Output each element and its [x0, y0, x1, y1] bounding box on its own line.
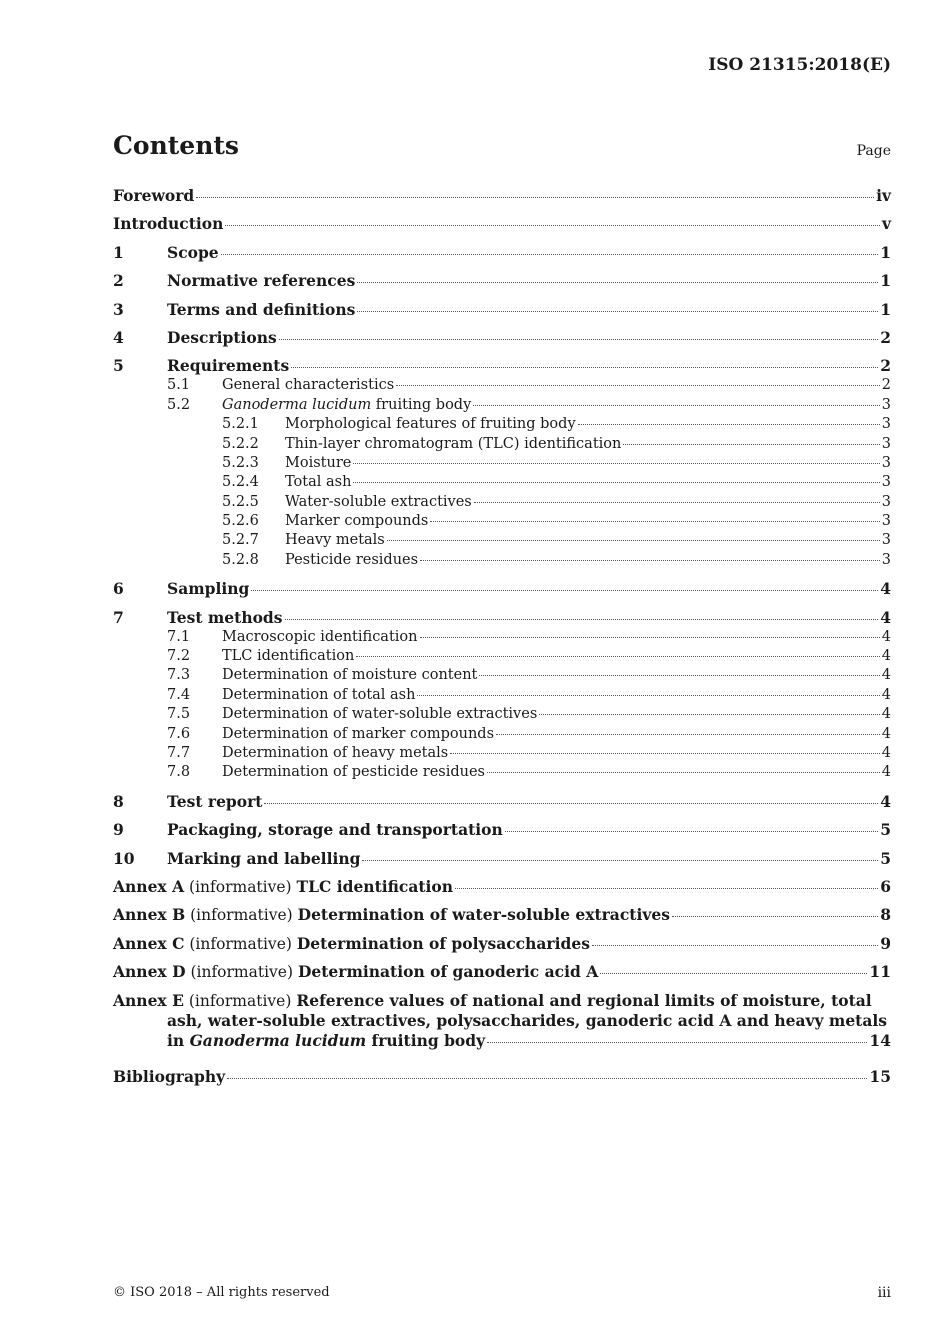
toc-entry-page: 9 [880, 933, 891, 953]
toc-subentry[interactable] [113, 705, 891, 724]
toc-entry-page: 4 [881, 648, 891, 665]
toc-entry-page: v [881, 214, 891, 234]
toc-entry-title: Water-soluble extractives [285, 493, 472, 510]
toc-entry-page: 4 [881, 628, 891, 645]
toc-entry-number: 1 [113, 242, 124, 262]
toc-entry-page: 3 [881, 416, 891, 433]
toc-entry-introduction[interactable] [113, 214, 891, 242]
toc-entry-page: 4 [881, 667, 891, 684]
toc-subentry[interactable] [113, 686, 891, 705]
leader-dots [227, 1078, 867, 1079]
toc-entry-page: 4 [881, 725, 891, 742]
toc-entry-page: 4 [880, 791, 891, 811]
leader-dots [387, 540, 880, 541]
toc-entry-page: 3 [881, 493, 891, 510]
toc-subentry[interactable] [113, 763, 891, 791]
toc-entry-number: 7.5 [167, 706, 191, 723]
toc-entry-number: 5.2.5 [222, 493, 259, 510]
toc-subentry[interactable] [113, 744, 891, 763]
toc-entry-title: Macroscopic identification [222, 628, 418, 645]
annex-type: (informative) [189, 934, 292, 953]
toc-entry[interactable] [113, 328, 891, 356]
toc-entry-title: Thin-layer chromatogram (TLC) identification [285, 435, 622, 452]
leader-dots [264, 803, 878, 804]
toc-subsubentry[interactable] [113, 493, 891, 512]
leader-dots [539, 714, 879, 715]
page-column-label: Page [856, 143, 891, 159]
toc-entry-number: 7.8 [167, 764, 191, 781]
leader-dots [473, 405, 879, 406]
page-number: iii [877, 1285, 891, 1301]
leader-dots [487, 1042, 867, 1043]
toc-entry[interactable] [113, 356, 891, 376]
toc-entry-number: 7.4 [167, 686, 191, 703]
toc-entry-number: 7 [113, 607, 124, 627]
toc-entry-title: Determination of water-soluble extractives [222, 706, 538, 723]
toc-entry-number: 4 [113, 327, 124, 347]
annex-type: (informative) [190, 906, 293, 925]
toc-entry-title [113, 905, 670, 925]
toc-entry[interactable] [113, 271, 891, 299]
toc-entry-page: 3 [881, 435, 891, 452]
toc-subsubentry[interactable] [113, 531, 891, 550]
toc-entry-title: Moisture [285, 454, 352, 471]
toc-entry-title: Sampling [167, 579, 250, 599]
toc-entry-page: 4 [880, 579, 891, 599]
toc-entry-number: 5.2.3 [222, 454, 259, 471]
toc-subsubentry[interactable] [113, 454, 891, 473]
toc-entry-number: 5.1 [167, 377, 191, 394]
toc-entry-number: 7.7 [167, 744, 191, 761]
toc-entry-page: 6 [880, 876, 891, 896]
document-id: ISO 21315:2018(E) [708, 55, 891, 75]
toc-entry-page: 5 [880, 820, 891, 840]
leader-dots [362, 860, 878, 861]
toc-subsubentry[interactable] [113, 512, 891, 531]
toc-entry-title: Total ash [285, 474, 352, 491]
toc-entry[interactable] [113, 792, 891, 820]
species-name: Ganoderma lucidum [222, 396, 372, 413]
toc-entry-title: Introduction [113, 214, 224, 234]
toc-annex-entry[interactable] [113, 905, 891, 933]
toc-entry-title: Morphological features of fruiting body [285, 416, 576, 433]
toc-entry-number: 5.2.7 [222, 532, 259, 549]
toc-entry-title: Marker compounds [285, 513, 429, 530]
toc-entry-number: 5.2.2 [222, 435, 259, 452]
toc-annex-entry[interactable] [113, 962, 891, 990]
leader-dots [285, 619, 879, 620]
toc-entry-title: Heavy metals [285, 532, 385, 549]
toc-annex-entry-e[interactable] [113, 991, 891, 1067]
toc-entry-title: Foreword [113, 186, 195, 205]
toc-entry-title-suffix: fruiting body [371, 396, 472, 413]
annex-title-part-1: Reference values of national and regional limits of moisture, total [296, 990, 872, 1010]
leader-dots [479, 675, 879, 676]
toc-entry-page: 11 [869, 962, 891, 982]
toc-entry-number: 3 [113, 299, 124, 319]
annex-label: Annex A [113, 876, 185, 896]
toc-entry-title: TLC identification [222, 648, 355, 665]
toc-entry-page: 3 [881, 532, 891, 549]
toc-subentry[interactable] [113, 376, 891, 395]
toc-entry-page: 8 [880, 905, 891, 925]
toc-entry-page: 2 [880, 356, 891, 376]
toc-entry-number: 9 [113, 820, 124, 840]
toc-entry[interactable] [113, 579, 891, 607]
toc-entry-page: 1 [880, 299, 891, 319]
annex-label: Annex C [113, 933, 185, 953]
toc-entry-title: Normative references [167, 271, 356, 291]
leader-dots [455, 888, 878, 889]
toc-entry-title: General characteristics [222, 377, 395, 394]
leader-dots [353, 482, 879, 483]
toc-entry-foreword[interactable] [113, 186, 891, 214]
toc-entry-number: 5 [113, 356, 124, 376]
toc-entry-page: 3 [881, 513, 891, 530]
leader-dots [279, 339, 878, 340]
leader-dots [672, 916, 878, 917]
annex-title: Determination of polysaccharides [296, 933, 590, 953]
toc-entry-page: 2 [881, 377, 891, 394]
toc-entry-page: 3 [881, 551, 891, 568]
toc-entry-title [113, 934, 590, 954]
leader-dots [623, 444, 879, 445]
annex-e-line-1 [113, 991, 891, 1011]
leader-dots [225, 225, 880, 226]
annex-type: (informative) [189, 877, 292, 896]
toc-subsubentry[interactable] [113, 551, 891, 579]
toc-entry-title: Bibliography [113, 1066, 226, 1086]
toc-entry-title [113, 877, 453, 897]
toc-entry-page: 4 [881, 744, 891, 761]
toc-entry-page: 4 [880, 607, 891, 627]
toc-subentry[interactable] [113, 628, 891, 647]
toc-subentry[interactable] [113, 396, 891, 415]
toc-entry-page: 1 [880, 242, 891, 262]
annex-title: Determination of water-soluble extractives [297, 905, 670, 925]
leader-dots [353, 463, 879, 464]
annex-type: (informative) [190, 963, 294, 982]
species-name: Ganoderma lucidum [189, 1030, 367, 1050]
leader-dots [251, 590, 878, 591]
toc-entry-number: 5.2.6 [222, 513, 259, 530]
toc-annex-entry[interactable] [113, 934, 891, 962]
toc-entry-title: Descriptions [167, 327, 277, 347]
leader-dots [430, 521, 879, 522]
toc-entry-number: 6 [113, 579, 124, 599]
copyright-notice: © ISO 2018 – All rights reserved [113, 1285, 330, 1300]
toc-entry-number: 5.2.8 [222, 551, 259, 568]
toc-entry-number: 5.2.1 [222, 416, 259, 433]
toc-entry-page: 3 [881, 454, 891, 471]
toc-entry[interactable] [113, 300, 891, 328]
leader-dots [420, 637, 880, 638]
leader-dots [357, 282, 878, 283]
toc-entry[interactable] [113, 820, 891, 848]
toc-entry-title: Packaging, storage and transportation [167, 820, 503, 840]
leader-dots [496, 734, 880, 735]
toc-entry-number: 7.1 [167, 628, 191, 645]
leader-dots [396, 385, 880, 386]
toc-entry-number: 5.2.4 [222, 474, 259, 491]
leader-dots [578, 424, 880, 425]
annex-e-line-3 [113, 1031, 891, 1051]
toc-entry-number: 7.2 [167, 648, 191, 665]
toc-subsubentry[interactable] [113, 473, 891, 492]
leader-dots [196, 197, 874, 198]
table-of-contents [113, 186, 891, 1095]
annex-title-suffix: fruiting body [366, 1030, 486, 1050]
toc-subentry[interactable] [113, 647, 891, 666]
leader-dots [592, 945, 878, 946]
leader-dots [450, 753, 880, 754]
annex-title-prefix: in [167, 1030, 190, 1050]
toc-entry-page: 3 [881, 474, 891, 491]
toc-entry-page: iv [876, 186, 891, 205]
leader-dots [474, 502, 880, 503]
toc-entry-title: Determination of total ash [222, 686, 416, 703]
toc-entry-title: Pesticide residues [285, 551, 419, 568]
annex-title: Determination of ganoderic acid A [297, 962, 599, 982]
toc-entry-title: Marking and labelling [167, 848, 361, 868]
leader-dots [221, 254, 879, 255]
toc-entry-page: 4 [881, 764, 891, 781]
toc-entry-page: 4 [881, 686, 891, 703]
toc-entry[interactable] [113, 243, 891, 271]
toc-entry-title: Determination of pesticide residues [222, 764, 485, 781]
toc-annex-entry[interactable] [113, 877, 891, 905]
toc-subsubentry[interactable] [113, 415, 891, 434]
toc-entry-page: 3 [881, 396, 891, 413]
toc-entry-title [222, 396, 471, 415]
toc-entry-title: Test methods [167, 607, 283, 627]
toc-entry-title: Scope [167, 242, 219, 262]
toc-entry-page: 14 [869, 1030, 891, 1050]
annex-label: Annex B [113, 905, 186, 925]
toc-entry-number: 7.6 [167, 725, 191, 742]
leader-dots [291, 367, 878, 368]
toc-entry-page: 15 [869, 1066, 891, 1086]
toc-entry-page: 5 [880, 848, 891, 868]
toc-subsubentry[interactable] [113, 435, 891, 454]
annex-title: TLC identification [296, 876, 454, 896]
toc-entry-title: Determination of moisture content [222, 667, 478, 684]
annex-label: Annex D [113, 962, 186, 982]
toc-entry-number: 5.2 [167, 396, 191, 413]
toc-entry-title: Determination of heavy metals [222, 744, 449, 761]
leader-dots [505, 831, 878, 832]
page-title: Contents [113, 131, 240, 160]
annex-label: Annex E [113, 990, 184, 1010]
annex-type: (informative) [188, 991, 292, 1010]
toc-entry-number: 10 [113, 848, 135, 868]
toc-entry-title [113, 962, 598, 982]
toc-entry-page: 1 [880, 271, 891, 291]
toc-entry-number: 2 [113, 271, 124, 291]
toc-entry[interactable] [113, 608, 891, 628]
toc-subentry[interactable] [113, 666, 891, 685]
toc-entry-title: Requirements [167, 356, 290, 376]
toc-entry-title: Test report [167, 791, 263, 811]
toc-entry-page: 2 [880, 327, 891, 347]
annex-e-line-2: ash, water-soluble extractives, polysaccharides, ganoderic acid A and heavy metals [167, 1010, 888, 1030]
leader-dots [600, 973, 867, 974]
leader-dots [357, 311, 878, 312]
leader-dots [420, 560, 880, 561]
leader-dots [487, 772, 880, 773]
leader-dots [417, 695, 879, 696]
toc-subentry[interactable] [113, 725, 891, 744]
toc-entry-number: 8 [113, 791, 124, 811]
toc-entry-page: 4 [881, 706, 891, 723]
toc-entry-bibliography[interactable] [113, 1067, 891, 1095]
toc-entry-title [167, 1031, 485, 1051]
leader-dots [356, 656, 879, 657]
toc-entry[interactable] [113, 849, 891, 877]
toc-entry-title: Determination of marker compounds [222, 725, 495, 742]
toc-entry-number: 7.3 [167, 667, 191, 684]
toc-entry-title: Terms and definitions [167, 299, 356, 319]
